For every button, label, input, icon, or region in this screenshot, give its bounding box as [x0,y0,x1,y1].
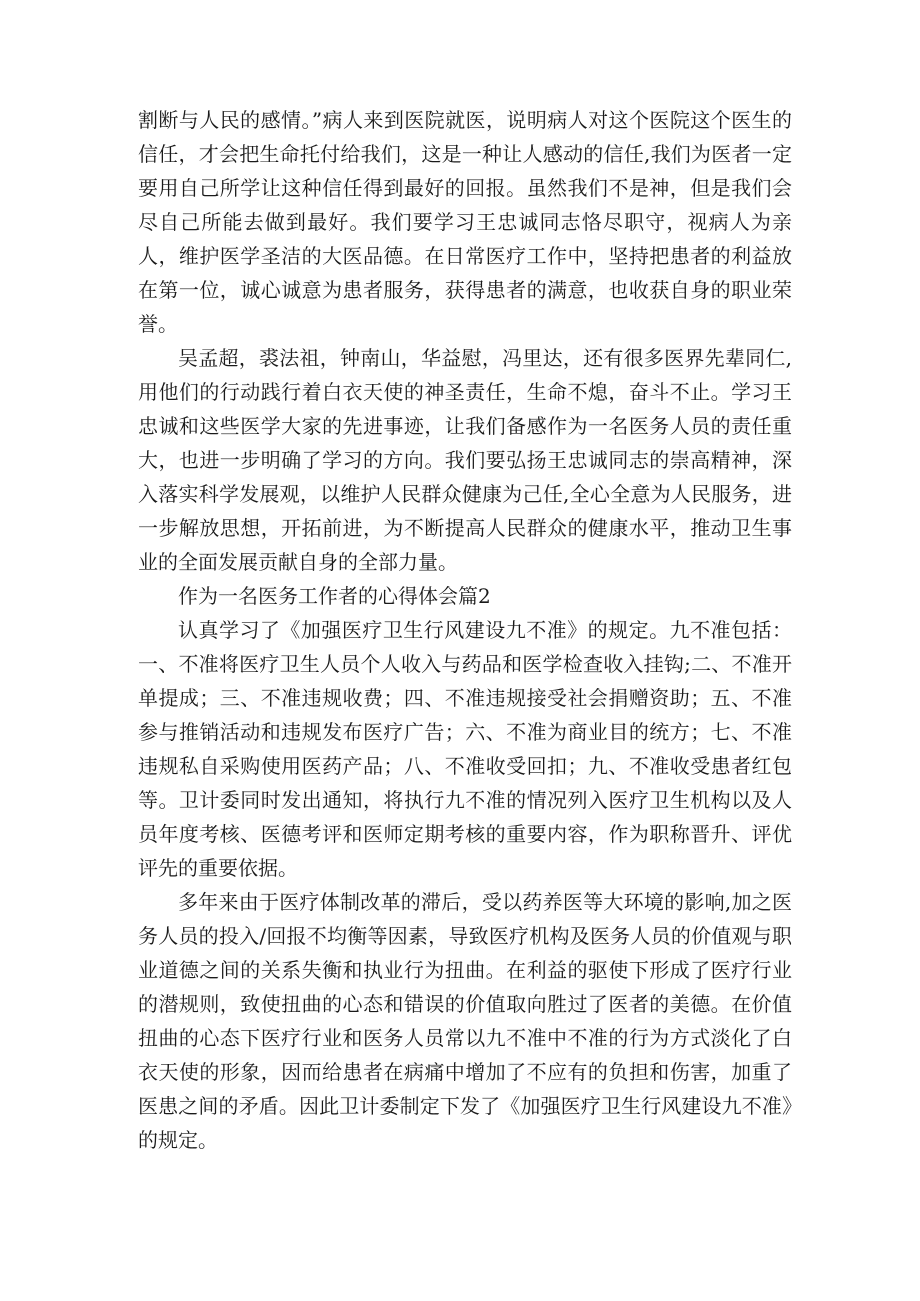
paragraph-body: 认真学习了《加强医疗卫生行风建设九不准》的规定。九不准包括：一、不准将医疗卫生人员个人收入与药品和医学检查收入挂钩;二、不准开单提成；三、不准违规收费；四、不准违规接受社会捐赠资助；五、不准参与推销活动和违规发布医疗广告；六、不准为商业目的统方；七、不准违规私自采购使用医药产品；八、不准收受回扣；九、不准收受患者红包等。卫计委同时发出通知，将执行九不准的情况列入医疗卫生机构以及人员年度考核、医德考评和医师定期考核的重要内容，作为职称晋升、评优评先的重要依据。 [138,618,792,880]
paragraph-body: 吴孟超，裘法祖，钟南山，华益慰，冯里达，还有很多医界先辈同仁,用他们的行动践行着白衣天使的神圣责任，生命不熄，奋斗不止。学习王忠诚和这些医学大家的先进事迹，让我们备感作为一名医务人员的责任重大，也进一步明确了学习的方向。我们要弘扬王忠诚同志的崇高精神，深入落实科学发展观，以维护人民群众健康为己任,全心全意为人民服务，进一步解放思想，开拓前进，为不断提高人民群众的健康水平，推动卫生事业的全面发展贡献自身的全部力量。 [138,346,792,574]
document-body [138,103,792,1157]
section-heading: 作为一名医务工作者的心得体会篇2 [178,584,491,608]
paragraph-continuation: 割断与人民的感情。”病人来到医院就医，说明病人对这个医院这个医生的信任，才会把生命托付给我们，这是一种让人感动的信任,我们为医者一定要用自己所学让这种信任得到最好的回报。虽然我们不是神，但是我们会尽自己所能去做到最好。我们要学习王忠诚同志恪尽职守，视病人为亲人，维护医学圣洁的大医品德。在日常医疗工作中，坚持把患者的利益放在第一位，诚心诚意为患者服务，获得患者的满意，也收获自身的职业荣誉。 [138,108,792,336]
paragraph-body: 多年来由于医疗体制改革的滞后，受以药养医等大环境的影响,加之医务人员的投入/回报不均衡等因素，导致医疗机构及医务人员的价值观与职业道德之间的关系失衡和执业行为扭曲。在利益的驱使下形成了医疗行业的潜规则，致使扭曲的心态和错误的价值取向胜过了医者的美德。在价值扭曲的心态下医疗行业和医务人员常以九不准中不准的行为方式淡化了白衣天使的形象，因而给患者在病痛中增加了不应有的负担和伤害，加重了医患之间的矛盾。因此卫计委制定下发了《加强医疗卫生行风建设九不准》的规定。 [138,890,792,1152]
